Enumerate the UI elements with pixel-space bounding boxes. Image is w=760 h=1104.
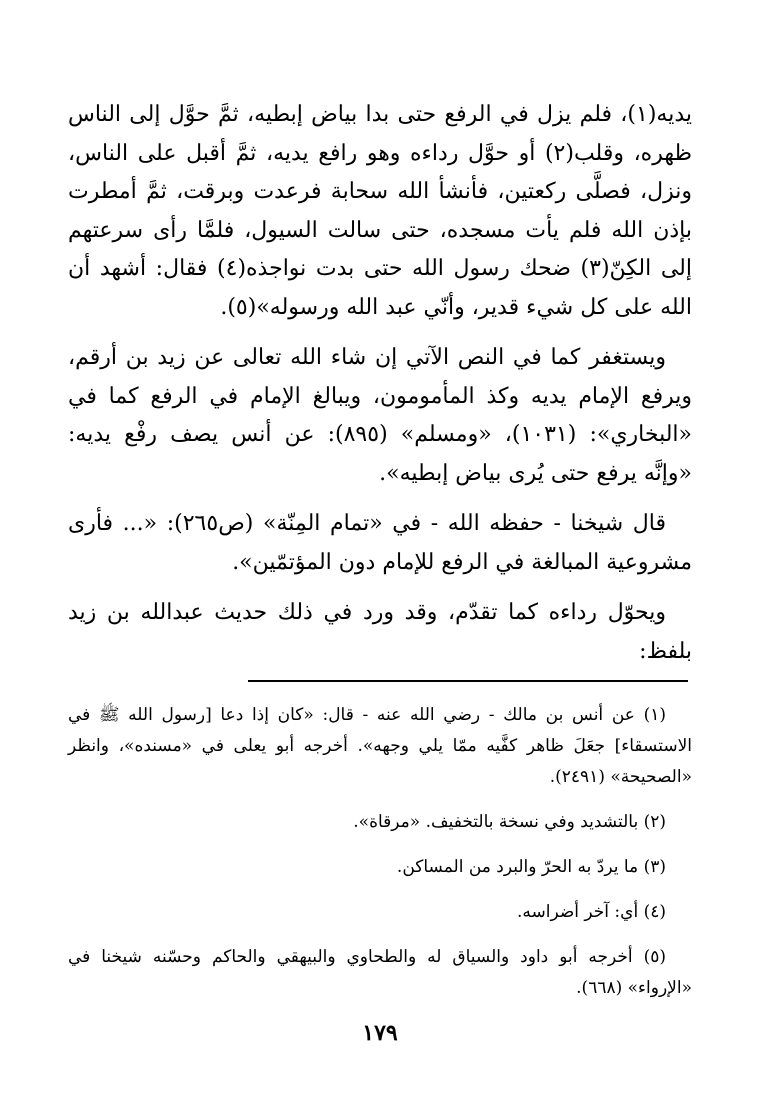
footnote-2: (٢) بالتشديد وفي نسخة بالتخفيف. «مرقاة». [353,812,666,832]
footnotes [68,700,692,1018]
footnote-5: (٥) أخرجه أبو داود والسياق له والطحاوي والبيهقي والحاكم وحسّنه شيخنا في «الإرواء» (٦٦٨). [68,947,692,998]
footnote-separator [248,680,688,682]
paragraph-3: قال شيخنا - حفظه الله - في «تمام المِنّة» (ص٢٦٥): «... فأرى مشروعية المبالغة في الرفع للإمام دون المؤتمّين». [68,511,692,575]
paragraph-2: ويستغفر كما في النص الآتي إن شاء الله تعالى عن زيد بن أرقم، ويرفع الإمام يديه وكذ المأمومون، ويبالغ الإمام في الرفع كما في «البخاري»: (١٠٣١)، «ومسلم» (٨٩٥): عن أنس يصف رفْع يديه: «وإنَّه يرفع حتى يُرى بياض إبطيه». [68,345,692,486]
footnote-3: (٣) ما يردّ به الحرّ والبرد من المساكن. [396,857,666,877]
main-text [68,96,692,683]
paragraph-4: ويحوّل رداءه كما تقدّم، وقد ورد في ذلك حديث عبدالله بن زيد بلفظ: [68,600,692,664]
page-number: ١٧٩ [362,1020,398,1046]
footnote-4: (٤) أي: آخر أضراسه. [516,902,666,922]
paragraph-1: يديه(١)، فلم يزل في الرفع حتى بدا بياض إبطيه، ثمَّ حوَّل إلى الناس ظهره، وقلب(٢) أو حوَّل رداءه وهو رافع يديه، ثمَّ أقبل على الناس، ونزل، فصلَّى ركعتين، فأنشأ الله سحابة فرعدت وبرقت، ثمَّ أمطرت بإذن الله فلم يأت مسجده، حتى سالت السيول، فلمَّا رأى سرعتهم إلى الكِنّ(٣) ضحك رسول الله حتى بدت نواجذه(٤) فقال: أشهد أن الله على كل شيء قدير، وأنّي عبد الله ورسوله»(٥). [68,102,692,320]
footnote-1: (١) عن أنس بن مالك - رضي الله عنه - قال: «كان إذا دعا [رسول الله ﷺ في الاستسقاء] جعَلَ ظاهر كفَّيه ممّا يلي وجهه». أخرجه أبو يعلى في «مسنده»، وانظر «الصحيحة» (٢٤٩١). [68,705,692,787]
